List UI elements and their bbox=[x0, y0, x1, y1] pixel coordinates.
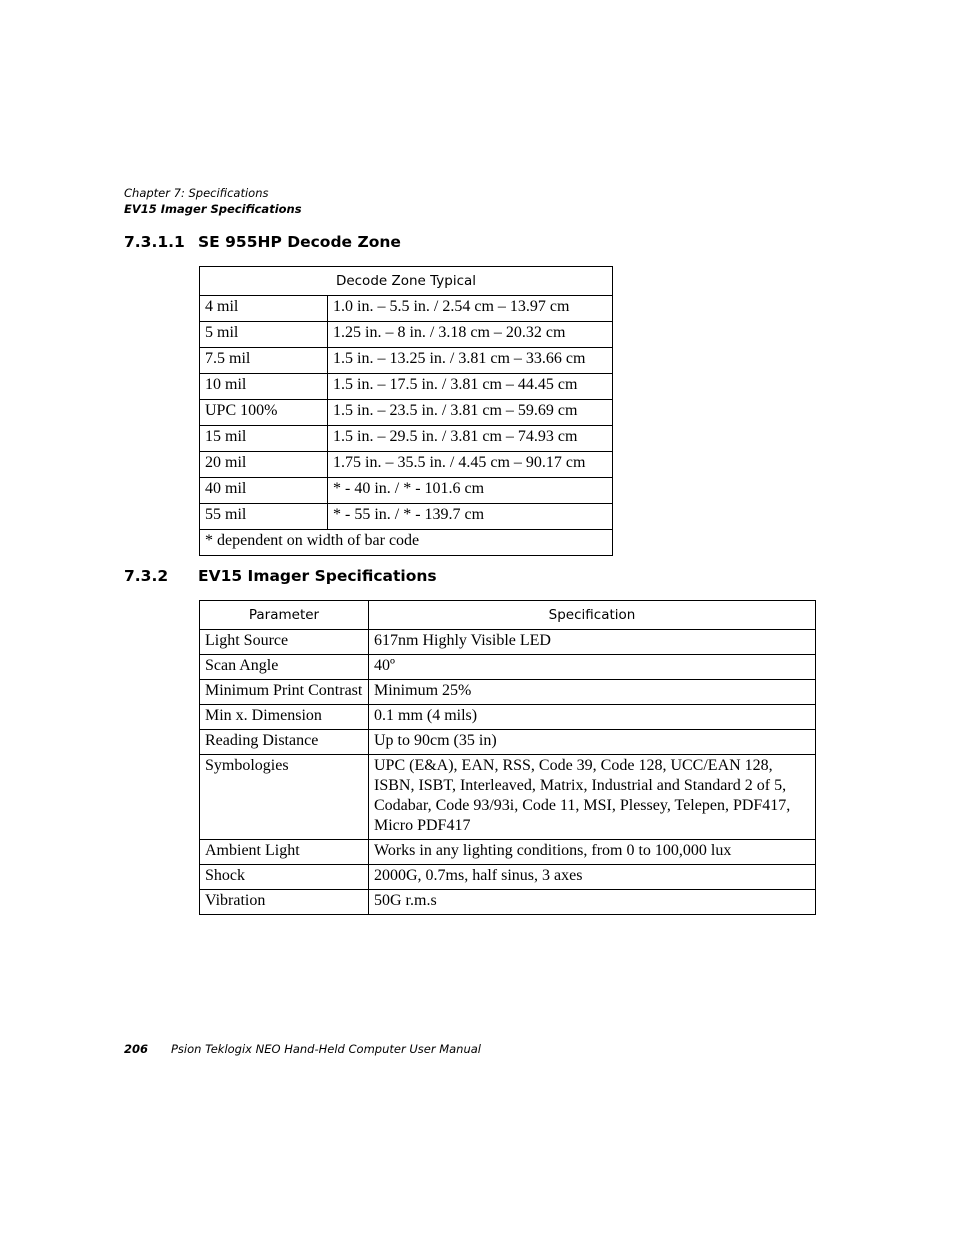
table-row bbox=[200, 680, 816, 705]
table-row bbox=[200, 840, 816, 865]
table-row bbox=[200, 630, 816, 655]
specification-cell: 40º bbox=[369, 655, 816, 680]
table-row bbox=[200, 705, 816, 730]
parameter-cell: Light Source bbox=[200, 630, 369, 655]
table-footnote: * dependent on width of bar code bbox=[200, 530, 613, 556]
bar-code-size: 4 mil bbox=[200, 296, 328, 322]
table-row bbox=[200, 655, 816, 680]
decode-range: 1.0 in. – 5.5 in. / 2.54 cm – 13.97 cm bbox=[328, 296, 613, 322]
specification-cell: 617nm Highly Visible LED bbox=[369, 630, 816, 655]
bar-code-size: 40 mil bbox=[200, 478, 328, 504]
parameter-cell: Reading Distance bbox=[200, 730, 369, 755]
table-row bbox=[200, 890, 816, 915]
parameter-cell: Ambient Light bbox=[200, 840, 369, 865]
table-row bbox=[200, 426, 613, 452]
table-row bbox=[200, 755, 816, 840]
table-row bbox=[200, 322, 613, 348]
decode-zone-heading bbox=[124, 233, 401, 251]
decode-range: 1.25 in. – 8 in. / 3.18 cm – 20.32 cm bbox=[328, 322, 613, 348]
table-row bbox=[200, 296, 613, 322]
bar-code-size: 7.5 mil bbox=[200, 348, 328, 374]
decode-range: 1.5 in. – 23.5 in. / 3.81 cm – 59.69 cm bbox=[328, 400, 613, 426]
imager-specs-title: EV15 Imager Specifications bbox=[198, 567, 437, 585]
bar-code-size: 5 mil bbox=[200, 322, 328, 348]
specification-cell: Works in any lighting conditions, from 0 to 100,000 lux bbox=[369, 840, 816, 865]
bar-code-size: 15 mil bbox=[200, 426, 328, 452]
column-header-specification: Specification bbox=[369, 601, 816, 630]
bar-code-size: UPC 100% bbox=[200, 400, 328, 426]
decode-range: * - 55 in. / * - 139.7 cm bbox=[328, 504, 613, 530]
parameter-cell: Vibration bbox=[200, 890, 369, 915]
table-footnote-row bbox=[200, 530, 613, 556]
parameter-cell: Minimum Print Contrast bbox=[200, 680, 369, 705]
specification-cell: Up to 90cm (35 in) bbox=[369, 730, 816, 755]
specification-cell: 0.1 mm (4 mils) bbox=[369, 705, 816, 730]
decode-range: 1.75 in. – 35.5 in. / 4.45 cm – 90.17 cm bbox=[328, 452, 613, 478]
specification-cell: Minimum 25% bbox=[369, 680, 816, 705]
decode-zone-title: SE 955HP Decode Zone bbox=[198, 233, 401, 251]
specification-cell: 50G r.m.s bbox=[369, 890, 816, 915]
running-header bbox=[124, 185, 302, 217]
specification-cell: UPC (E&A), EAN, RSS, Code 39, Code 128, UCC/EAN 128, ISBN, ISBT, Interleaved, Matrix, Industrial and Standard 2 of 5, Codabar, Code 93/93i, Code 11, MSI, Plessey, Telepen, PDF417, Micro PDF417 bbox=[369, 755, 816, 840]
decode-range: 1.5 in. – 13.25 in. / 3.81 cm – 33.66 cm bbox=[328, 348, 613, 374]
page-number: 206 bbox=[124, 1042, 149, 1056]
table-row bbox=[200, 348, 613, 374]
section-title: EV15 Imager Specifications bbox=[124, 202, 302, 216]
decode-zone-table-header: Decode Zone Typical bbox=[200, 267, 613, 296]
specification-cell: 2000G, 0.7ms, half sinus, 3 axes bbox=[369, 865, 816, 890]
table-row bbox=[200, 865, 816, 890]
decode-range: 1.5 in. – 17.5 in. / 3.81 cm – 44.45 cm bbox=[328, 374, 613, 400]
bar-code-size: 10 mil bbox=[200, 374, 328, 400]
imager-specs-heading bbox=[124, 567, 437, 585]
decode-range: 1.5 in. – 29.5 in. / 3.81 cm – 74.93 cm bbox=[328, 426, 613, 452]
parameter-cell: Shock bbox=[200, 865, 369, 890]
decode-zone-table bbox=[199, 266, 613, 556]
table-row bbox=[200, 504, 613, 530]
table-row bbox=[200, 374, 613, 400]
parameter-cell: Scan Angle bbox=[200, 655, 369, 680]
parameter-cell: Min x. Dimension bbox=[200, 705, 369, 730]
imager-specs-table bbox=[199, 600, 816, 915]
chapter-title: Chapter 7: Specifications bbox=[124, 186, 269, 200]
parameter-cell: Symbologies bbox=[200, 755, 369, 840]
decode-zone-number: 7.3.1.1 bbox=[124, 233, 185, 251]
page-footer bbox=[124, 1042, 481, 1056]
bar-code-size: 55 mil bbox=[200, 504, 328, 530]
imager-specs-number: 7.3.2 bbox=[124, 567, 169, 585]
table-row bbox=[200, 478, 613, 504]
table-row bbox=[200, 400, 613, 426]
decode-range: * - 40 in. / * - 101.6 cm bbox=[328, 478, 613, 504]
manual-title: Psion Teklogix NEO Hand-Held Computer User Manual bbox=[171, 1042, 481, 1056]
column-header-parameter: Parameter bbox=[200, 601, 369, 630]
bar-code-size: 20 mil bbox=[200, 452, 328, 478]
table-row bbox=[200, 730, 816, 755]
table-row bbox=[200, 452, 613, 478]
